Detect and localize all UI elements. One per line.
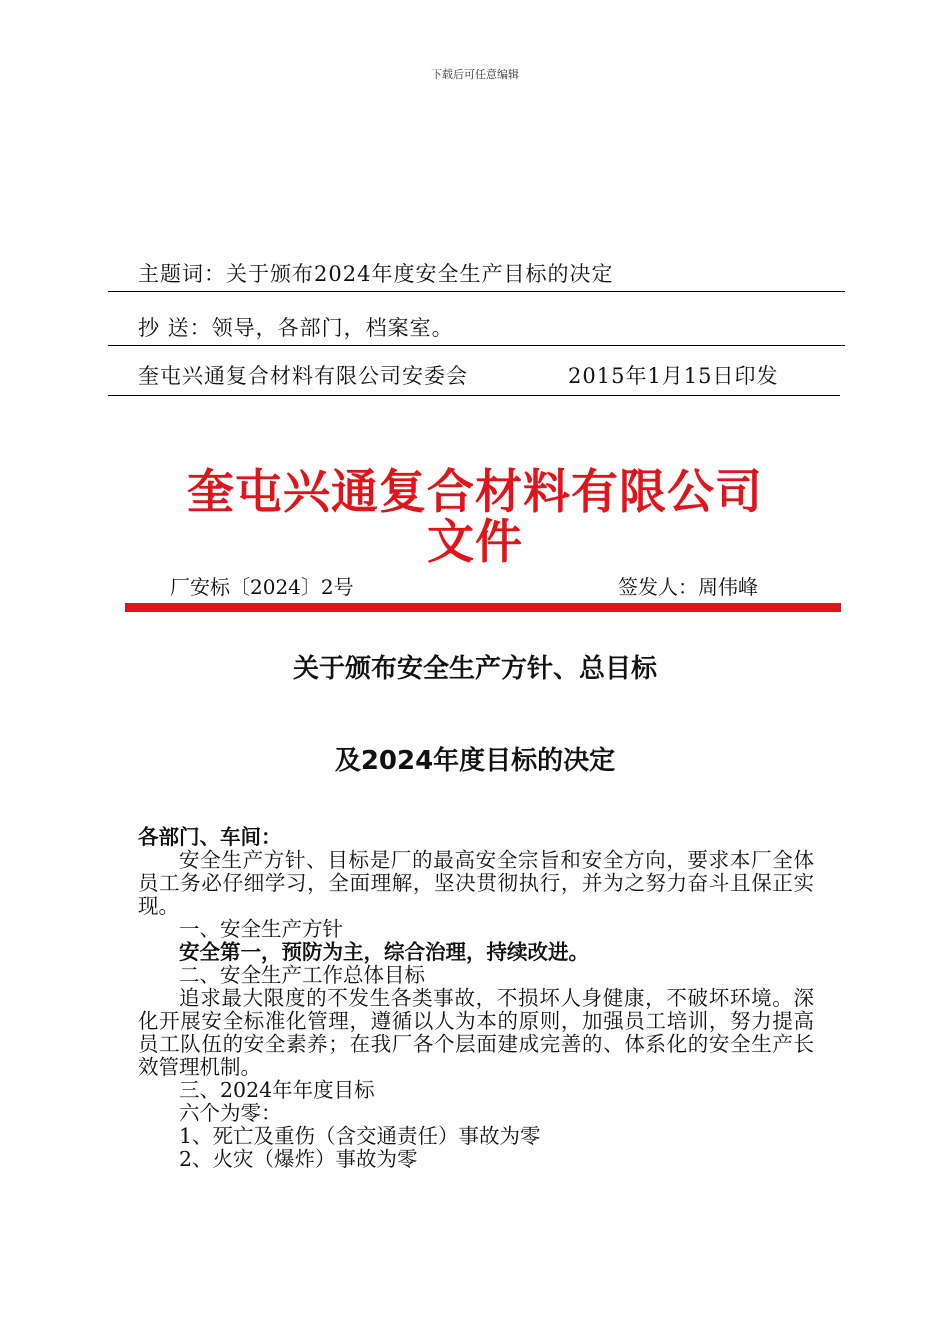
issuer: 奎屯兴通复合材料有限公司安委会 <box>138 364 468 388</box>
overall-goal-paragraph: 追求最大限度的不发生各类事故，不损坏人身健康，不破坏环境。深化开展安全标准化管理，遵循以人为本的原则，加强员工培训，努力提高员工队伍的安全素养；在我厂各个层面建成完善的、体系化的安全生产长效管理机制。 <box>138 986 814 1079</box>
list-item: 2、火灾（爆炸）事故为零 <box>179 1147 418 1171</box>
red-divider-bar <box>125 603 841 612</box>
subject-keywords-line: 主题词：关于颁布2024年度安全生产目标的决定 <box>138 262 614 286</box>
section-heading: 二、安全生产工作总体目标 <box>179 963 425 987</box>
salutation: 各部门、车间： <box>138 825 282 849</box>
document-title-line1: 关于颁布安全生产方针、总目标 <box>292 654 657 684</box>
intro-paragraph: 安全生产方针、目标是厂的最高安全宗旨和安全方向，要求本厂全体员工务必仔细学习，全面理解，坚决贯彻执行，并为之努力奋斗且保正实现。 <box>138 848 814 918</box>
section-heading: 一、安全生产方针 <box>179 917 343 941</box>
list-item: 1、死亡及重伤（含交通责任）事故为零 <box>179 1124 541 1148</box>
letterhead-title <box>0 465 950 570</box>
header-note: 下载后可任意编辑 <box>431 68 519 81</box>
divider-line <box>108 395 840 396</box>
cc-line: 抄 送：领导，各部门，档案室。 <box>138 316 454 340</box>
document-body <box>138 826 814 1171</box>
six-zero-label: 六个为零： <box>179 1101 282 1125</box>
company-name: 奎屯兴通复合材料有限公司 <box>187 465 763 520</box>
document-title-line2: 及2024年度目标的决定 <box>334 746 616 776</box>
safety-policy: 安全第一，预防为主，综合治理，持续改进。 <box>179 940 589 964</box>
document-number: 厂安标〔2024〕2号 <box>170 575 354 599</box>
print-date: 2015年1月15日印发 <box>568 364 779 388</box>
divider-line <box>108 291 845 292</box>
divider-line <box>108 345 845 346</box>
section-heading: 三、2024年年度目标 <box>179 1078 375 1102</box>
doc-word: 文件 <box>427 515 523 570</box>
signer: 签发人：周伟峰 <box>618 575 758 599</box>
